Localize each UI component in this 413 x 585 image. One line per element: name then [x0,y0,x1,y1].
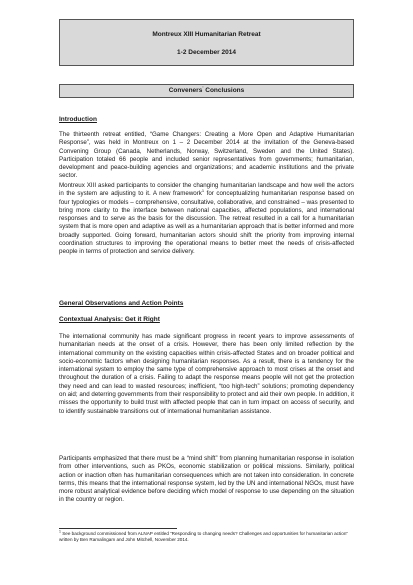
footnote-text: See background commissioned from ALNAP entitled “Responding to changing needs? Challenges and opportunities for humanitarian action” written by Ben Ramalingam and John Mitchell, November 2014. [59,531,348,542]
conveners-conclusions-box [59,84,354,98]
introduction-paragraph-2 [59,182,354,257]
retreat-title: Montreux XIII Humanitarian Retreat [152,31,261,38]
footnote-1 [59,531,354,543]
retreat-header-box [59,19,354,66]
contextual-analysis-paragraph-1: The international community has made significant progress in recent years to improve assessments of humanitarian needs at the onset of a crisis. However, there has been only limited reflection by the international community on the existing capacities within crisis-affected States and on broader political and socio-economic factors when designing humanitarian responses. As a result, there is a tendency for the international system to employ the same type of comprehensive approach to most crises at the onset and throughout the duration of a crisis. Failing to adapt the response means people will not get the protection they need and can lead to wasted resources; inefficient, “too high-tech” solutions; promoting dependency on aid; and deterring governments from their responsibility to protect and aid their own people. In addition, it misses the opportunity to build trust with affected people that can in turn impact on access of security, and to identify sustainable transitions out of international humanitarian assistance. [59,333,354,415]
conveners-title: Conveners [168,87,203,94]
footnote-divider [59,528,177,529]
contextual-analysis-paragraph-2: Participants emphasized that there must be a “mind shift” from planning humanitarian response in isolation from other interventions, such as PKOs, economic stabilization or political missions. Similarly, political action or inaction often has humanitarian consequences which are not taken into consideration. In concrete terms, this means that the international response system, led by the UN and international NGOs, must have more robust analytical evidence before deciding which model of response to use depending on the situation in the country or region. [59,455,354,504]
introduction-paragraph-2-start: Montreux XIII asked participants to consider the changing humanitarian landscape and how well the actors in the system are adjusting to it. A new framework [59,182,354,198]
introduction-paragraph-1: The thirteenth retreat entitled, “Game Changers: Creating a More Open and Adaptive Humanitarian Response”, was held in Montreux on 1 – 2 December 2014 at the invitation of the Geneva-based Convening Group (Canada, Netherlands, Norway, Switzerland, Sweden and the United States). Participation totaled 66 people and included senior representatives from governments; humanitarian, development and peace-building agencies and organizations; and academic institutions and the private sector. [59,131,354,180]
conveners-title-mark: ’ [202,84,204,90]
retreat-date: 1-2 December 2014 [177,49,236,56]
introduction-heading: Introduction [59,116,97,123]
conclusions-title: Conclusions [203,87,245,94]
introduction-paragraph-2-end: for conceptualizing humanitarian response based on four typologies or models – comprehensive, consultative, collaborative, and constrained – was presented to bring more clarity to the interface between national capacities, affected populations, and international responses and to serve as the basis for the discussion. The retreat resulted in a call for a humanitarian system that is more open and adaptive as well as a humanitarian approach that is better informed and more broadly supported. Going forward, humanitarian actors should shift the priority from improving internal coordination structures to improving the operational means to better meet the needs of crisis-affected people in terms of protection and service delivery. [59,190,355,256]
footnote-mark: 1 [59,529,61,534]
footnote-reference-1[interactable]: 1 [201,188,205,194]
general-observations-heading: General Observations and Action Points [59,300,184,307]
contextual-analysis-subheading: Contextual Analysis: Get it Right [59,316,160,323]
